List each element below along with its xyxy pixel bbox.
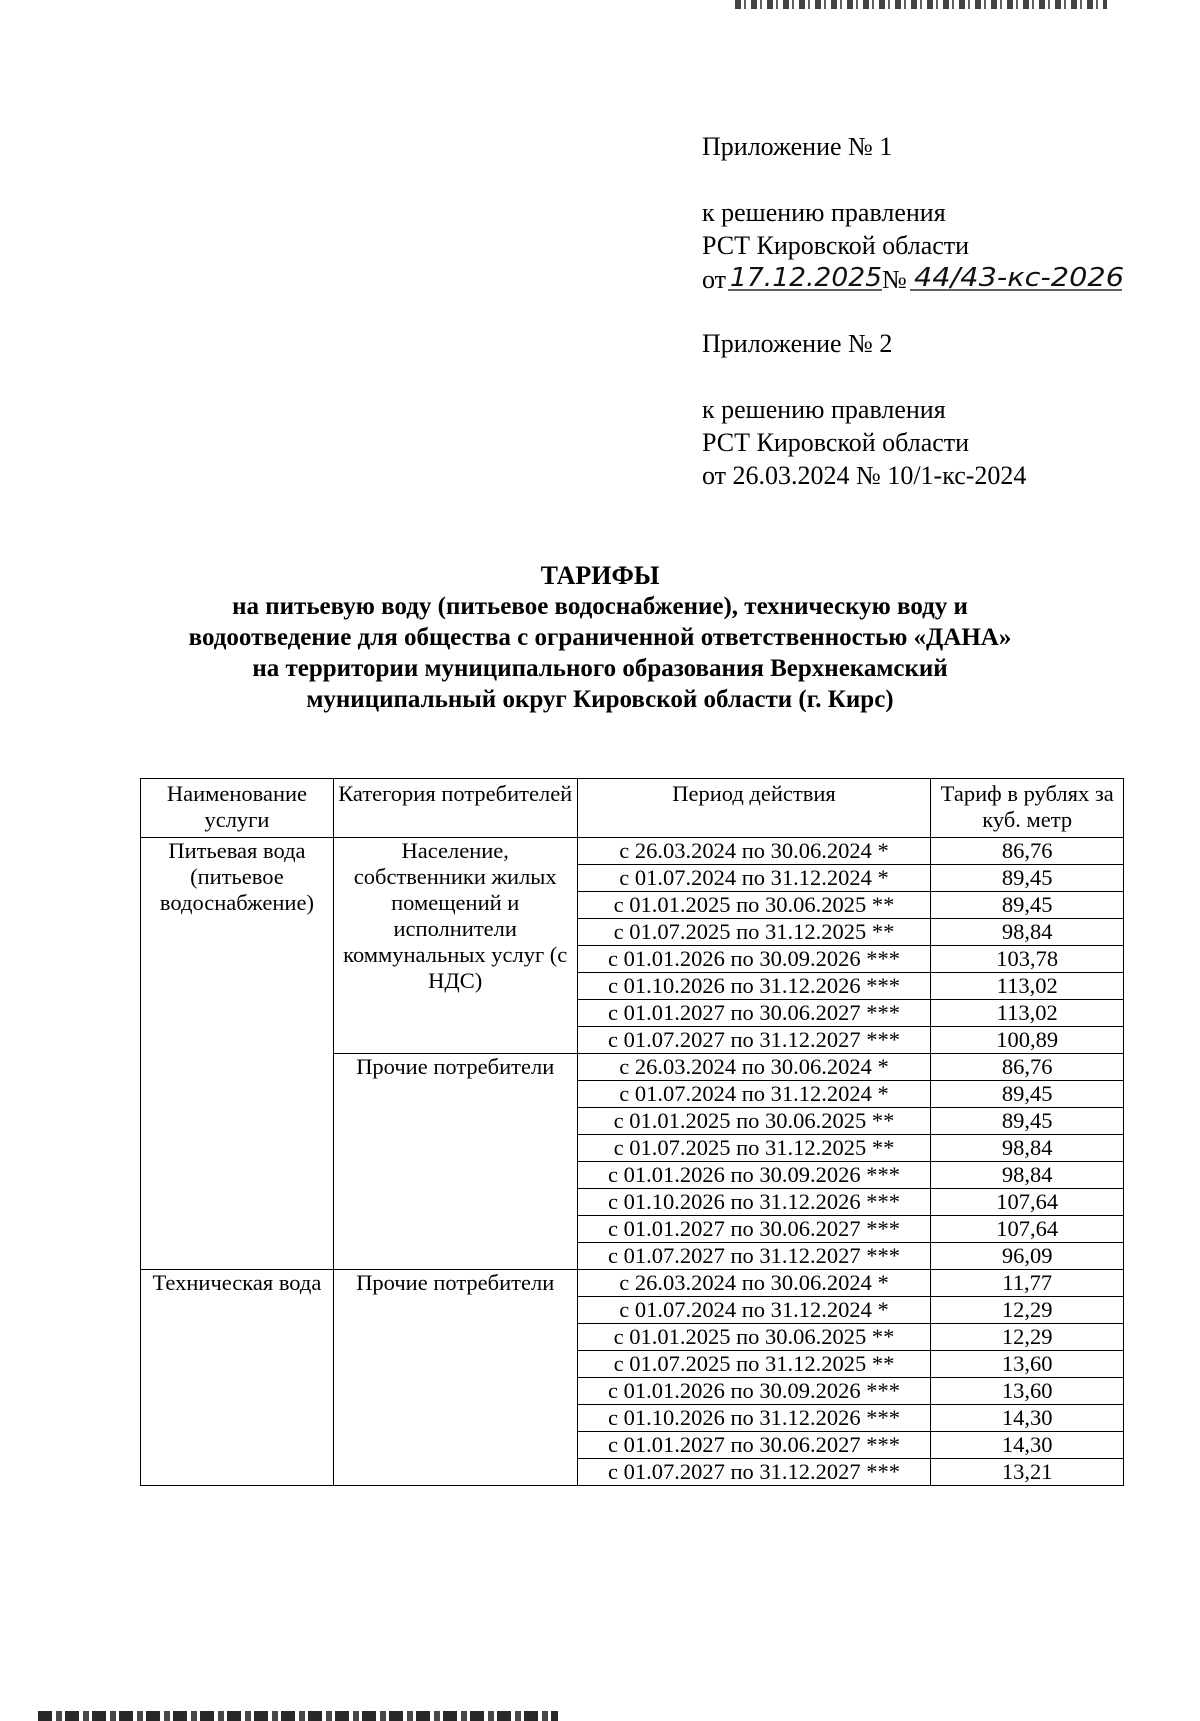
period-cell: с 01.07.2024 по 31.12.2024 * — [577, 1081, 931, 1108]
period-cell: с 01.07.2027 по 31.12.2027 *** — [577, 1243, 931, 1270]
handwritten-date: 17.12.2025 — [730, 263, 882, 293]
tariff-cell: 12,29 — [931, 1324, 1124, 1351]
appendix-1-label: Приложение № 1 — [702, 132, 893, 161]
tariff-cell: 107,64 — [931, 1189, 1124, 1216]
handwritten-date-number — [702, 262, 1132, 298]
handwritten-number: 44/43-кс-2026 — [914, 263, 1124, 293]
period-cell: с 01.01.2027 по 30.06.2027 *** — [577, 1000, 931, 1027]
tariffs-table-body — [141, 838, 1124, 1486]
scan-artifact-bottom — [38, 1711, 558, 1721]
period-cell: с 01.01.2026 по 30.09.2026 *** — [577, 1162, 931, 1189]
approval-2-line1: к решению правления — [702, 395, 946, 424]
title-main: ТАРИФЫ — [540, 561, 660, 590]
header-period: Период действия — [577, 779, 931, 838]
tariff-cell: 113,02 — [931, 973, 1124, 1000]
appendix-2-label: Приложение № 2 — [702, 329, 893, 358]
service-name-cell: Питьевая вода (питьевое водоснабжение) — [141, 838, 334, 1270]
period-cell: с 26.03.2024 по 30.06.2024 * — [577, 1270, 931, 1297]
period-cell: с 01.01.2027 по 30.06.2027 *** — [577, 1216, 931, 1243]
period-cell: с 01.07.2024 по 31.12.2024 * — [577, 1297, 931, 1324]
tariff-cell: 89,45 — [931, 865, 1124, 892]
table-row — [141, 838, 1124, 865]
title-line4: муниципальный округ Кировской области (г. Кирс) — [306, 686, 894, 713]
tariff-cell: 11,77 — [931, 1270, 1124, 1297]
tariff-cell: 14,30 — [931, 1405, 1124, 1432]
title-line3: на территории муниципального образования Верхнекамский — [252, 655, 948, 682]
consumer-category-cell: Население, собственники жилых помещений и исполнители коммунальных услуг (с НДС) — [333, 838, 577, 1054]
consumer-category-cell: Прочие потребители — [333, 1270, 577, 1486]
service-name-cell: Техническая вода — [141, 1270, 334, 1486]
table-row — [141, 1270, 1124, 1297]
approval-1-line2: РСТ Кировской области — [702, 231, 970, 260]
title-line2: водоотведение для общества с ограниченной ответственностью «ДАНА» — [188, 624, 1012, 651]
approval-1-line1: к решению правления — [702, 198, 946, 227]
period-cell: с 01.10.2026 по 31.12.2026 *** — [577, 1405, 931, 1432]
header-category: Категория потребителей — [333, 779, 577, 838]
period-cell: с 01.10.2026 по 31.12.2026 *** — [577, 973, 931, 1000]
approval-1-date-line — [702, 262, 1122, 295]
tariff-cell: 100,89 — [931, 1027, 1124, 1054]
tariff-cell: 86,76 — [931, 1054, 1124, 1081]
period-cell: с 01.01.2026 по 30.09.2026 *** — [577, 946, 931, 973]
tariff-cell: 13,60 — [931, 1351, 1124, 1378]
table-header-row — [141, 779, 1124, 838]
period-cell: с 01.07.2027 по 31.12.2027 *** — [577, 1459, 931, 1486]
header-tariff: Тариф в рублях за куб. метр — [931, 779, 1124, 838]
tariff-cell: 12,29 — [931, 1297, 1124, 1324]
title-line1: на питьевую воду (питьевое водоснабжение), техническую воду и — [232, 593, 968, 620]
period-cell: с 01.01.2027 по 30.06.2027 *** — [577, 1432, 931, 1459]
period-cell: с 01.01.2025 по 30.06.2025 ** — [577, 1108, 931, 1135]
period-cell: с 01.01.2026 по 30.09.2026 *** — [577, 1378, 931, 1405]
tariff-cell: 107,64 — [931, 1216, 1124, 1243]
period-cell: с 01.01.2025 по 30.06.2025 ** — [577, 892, 931, 919]
period-cell: с 01.07.2025 по 31.12.2025 ** — [577, 919, 931, 946]
scan-artifact-top — [735, 0, 1107, 9]
tariff-cell: 98,84 — [931, 1162, 1124, 1189]
consumer-category-cell: Прочие потребители — [333, 1054, 577, 1270]
period-cell: с 01.01.2025 по 30.06.2025 ** — [577, 1324, 931, 1351]
approval-block-1 — [702, 130, 1122, 328]
header-service: Наименование услуги — [141, 779, 334, 838]
period-cell: с 01.07.2027 по 31.12.2027 *** — [577, 1027, 931, 1054]
tariff-cell: 13,21 — [931, 1459, 1124, 1486]
tariffs-table — [140, 778, 1124, 1486]
tariff-cell: 89,45 — [931, 1081, 1124, 1108]
tariff-cell: 86,76 — [931, 838, 1124, 865]
tariff-cell: 103,78 — [931, 946, 1124, 973]
period-cell: с 26.03.2024 по 30.06.2024 * — [577, 1054, 931, 1081]
period-cell: с 01.07.2025 по 31.12.2025 ** — [577, 1135, 931, 1162]
tariff-cell: 13,60 — [931, 1378, 1124, 1405]
document-title — [100, 560, 1100, 715]
tariff-cell: 89,45 — [931, 892, 1124, 919]
tariff-cell: 98,84 — [931, 919, 1124, 946]
tariff-cell: 14,30 — [931, 1432, 1124, 1459]
number-sign: № — [882, 265, 907, 294]
approval-2-line2: РСТ Кировской области — [702, 428, 970, 457]
from-prefix: от — [702, 265, 727, 294]
period-cell: с 01.07.2024 по 31.12.2024 * — [577, 865, 931, 892]
period-cell: с 01.07.2025 по 31.12.2025 ** — [577, 1351, 931, 1378]
approval-2-line3: от 26.03.2024 № 10/1-кс-2024 — [702, 461, 1027, 490]
approval-block-2 — [702, 327, 1122, 492]
tariff-cell: 113,02 — [931, 1000, 1124, 1027]
tariff-cell: 98,84 — [931, 1135, 1124, 1162]
period-cell: с 01.10.2026 по 31.12.2026 *** — [577, 1189, 931, 1216]
period-cell: с 26.03.2024 по 30.06.2024 * — [577, 838, 931, 865]
tariff-cell: 89,45 — [931, 1108, 1124, 1135]
tariff-cell: 96,09 — [931, 1243, 1124, 1270]
